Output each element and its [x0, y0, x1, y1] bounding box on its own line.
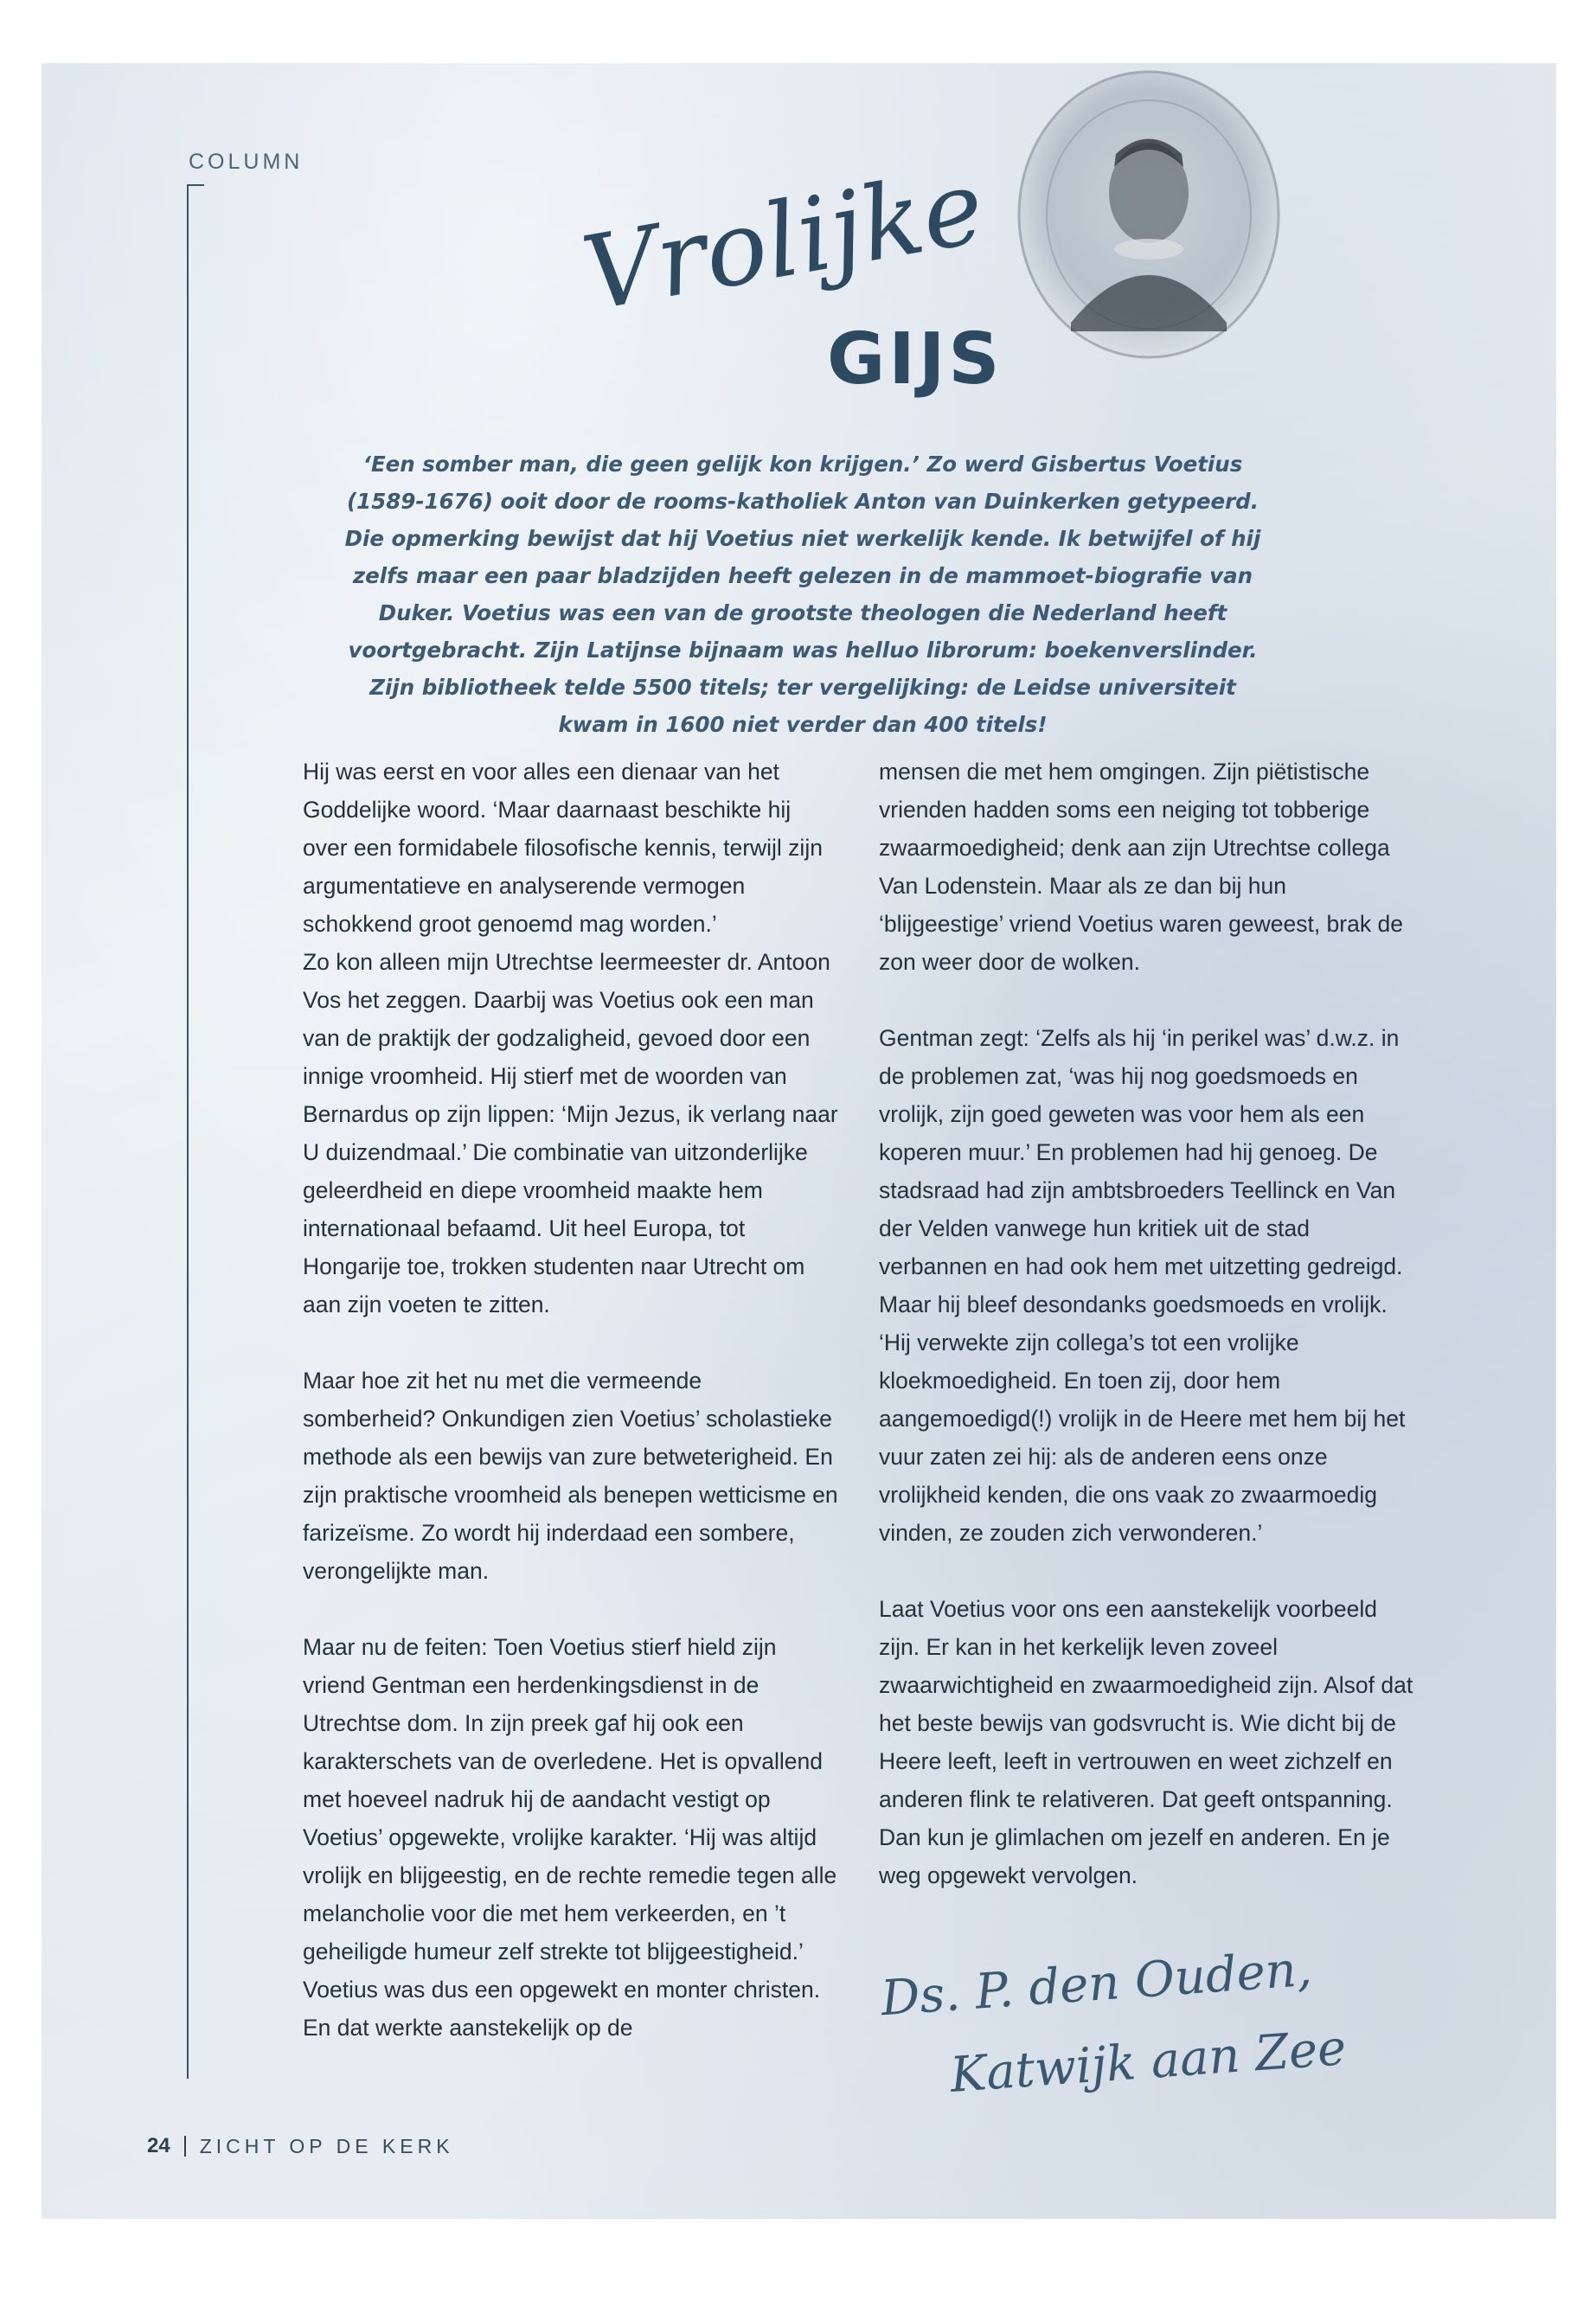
- title-script: Vrolijke: [574, 146, 992, 334]
- signature-place: Katwijk aan Zee: [948, 2020, 1349, 2104]
- author-signature: [879, 1940, 1365, 2129]
- signature-name: Ds. P. den Ouden,: [879, 1940, 1314, 2028]
- rule-tick: [187, 184, 204, 186]
- page-footer: [147, 2134, 454, 2158]
- title-block: GIJS: [827, 318, 1003, 401]
- page-number: 24: [147, 2134, 170, 2157]
- magazine-name: ZICHT OP DE KERK: [199, 2134, 454, 2157]
- body-paragraph: Maar nu de feiten: Toen Voetius stierf hield zijn vriend Gentman een herdenkingsdienst in de Utrechtse dom. In zijn preek gaf hij ook een karakterschets van de overledene. Het is opvallend met hoeveel nadruk hij de aandacht vestigt op Voetius’ opgewekte, vrolijke karakter. ‘Hij was altijd vrolijk en blijgeestig, en de rechte remedie tegen alle melancholie voor die met hem verkeerden, en ’t geheiligde humeur zelf strekte tot blijgeestigheid.’: [303, 1634, 837, 1965]
- body-paragraph: Maar hoe zit het nu met die vermeende somberheid? Onkundigen zien Voetius’ scholastieke methode als een bewijs van zure betweterigheid. En zijn praktische vroomheid als benepen wetticisme en farizeïsme. Zo wordt hij inderdaad een sombere, verongelijkte man.: [303, 1368, 838, 1584]
- body-paragraph: Voetius was dus een opgewekt en monter christen. En dat werkte aanstekelijk op de: [303, 1977, 821, 2041]
- body-paragraph: Hij was eerst en voor alles een dienaar van het Goddelijke woord. ‘Maar daarnaast beschikte hij over een formidabele filosofische kennis, terwijl zijn argumentatieve en analyserende vermogen schokkend groot genoemd mag worden.’: [303, 759, 823, 937]
- body-paragraph: Zo kon alleen mijn Utrechtse leermeester dr. Antoon Vos het zeggen. Daarbij was Voetius ook een man van de praktijk der godzaligheid, gevoed door een innige vroomheid. Hij stierf met de woorden van Bernardus op zijn lippen: ‘Mijn Jezus, ik verlang naar U duizendmaal.’ Die combinatie van uitzonderlijke geleerdheid en diepe vroomheid maakte hem internationaal befaamd. Uit heel Europa, tot Hongarije toe, trokken studenten naar Utrecht om aan zijn voeten te zitten.: [303, 949, 838, 1317]
- page-background: [42, 63, 1556, 2219]
- body-paragraph: mensen die met hem omgingen. Zijn piëtistische vrienden hadden soms een neiging tot tobberige zwaarmoedigheid; denk aan zijn Utrechtse collega Van Lodenstein. Maar als ze dan bij hun ‘blijgeestige’ vriend Voetius waren geweest, brak de zon weer door de wolken.: [879, 759, 1403, 975]
- left-column: [303, 753, 839, 2047]
- vertical-rule: [187, 184, 189, 2079]
- body-paragraph: Gentman zegt: ‘Zelfs als hij ‘in perikel was’ d.w.z. in de problemen zat, ‘was hij nog goedsmoeds en vrolijk, zijn goed geweten was voor hem als een koperen muur.’ En problemen had hij genoeg. De stadsraad had zijn ambtsbroeders Teellinck en Van der Velden vanwege hun kritiek uit de stad verbannen en had ook hem met uitzetting gedreigd. Maar hij bleef desondanks goedsmoeds en vrolijk. ‘Hij verwekte zijn collega’s tot een vrolijke kloekmoedigheid. En toen zij, door hem aangemoedigd(!) vrolijk in de Heere met hem bij het vuur zaten zei hij: als de anderen eens onze vrolijkheid kenden, die ons vaak zo zwaarmoedig vinden, ze zouden zich verwonderen.’: [879, 1025, 1406, 1546]
- portrait-medallion: [976, 63, 1322, 409]
- section-kicker: COLUMN: [189, 150, 304, 174]
- right-column: [879, 753, 1415, 1894]
- lead-paragraph: ‘Een somber man, die geen gelijk kon krijgen.’ Zo werd Gisbertus Voetius (1589-1676) ooit door de rooms-katholiek Anton van Duinkerken getypeerd. Die opmerking bewijst dat hij Voetius niet werkelijk kende. Ik betwijfel of hij zelfs maar een paar bladzijden heeft gelezen in de mammoet-biografie van Duker. Voetius was een van de grootste theologen die Nederland heeft voortgebracht. Zijn Latijnse bijnaam was helluo librorum: boekenverslinder. Zijn bibliotheek telde 5500 titels; ter vergelijking: de Leidse universiteit kwam in 1600 niet verder dan 400 titels!: [344, 452, 1261, 737]
- footer-divider: [184, 2136, 186, 2157]
- body-paragraph: Laat Voetius voor ons een aanstekelijk voorbeeld zijn. Er kan in het kerkelijk leven zoveel zwaarwichtigheid en zwaarmoedigheid zijn. Alsof dat het beste bewijs van godsvrucht is. Wie dicht bij de Heere leeft, leeft in vertrouwen en weet zichzelf en anderen flink te relativeren. Dat geeft ontspanning. Dan kun je glimlachen om jezelf en anderen. En je weg opgewekt vervolgen.: [879, 1596, 1413, 1888]
